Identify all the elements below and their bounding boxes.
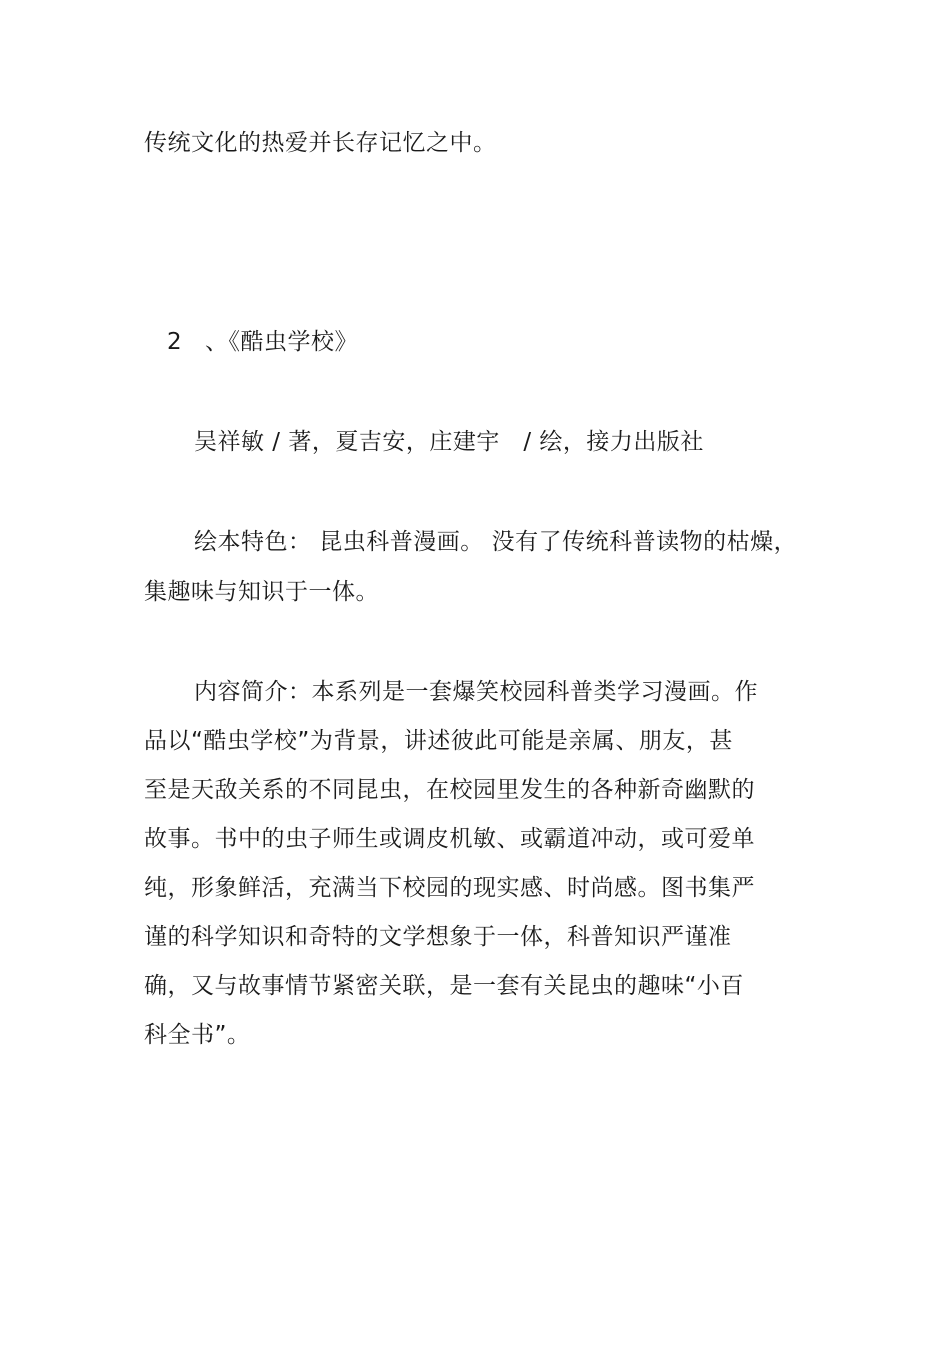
section-title: 、《酷虫学校》 — [205, 329, 358, 355]
features-line: 集趣味与知识于一体。 — [144, 579, 379, 605]
book-credits: 吴祥敏 / 著，夏吉安，庄建宇 / 绘，接力出版社 — [194, 429, 704, 455]
summary-line: 谨的科学知识和奇特的文学想象于一体，科普知识严谨准 — [144, 924, 732, 950]
summary-line: 故事。书中的虫子师生或调皮机敏、或霸道冲动，或可爱单 — [144, 826, 755, 852]
previous-paragraph-tail: 传统文化的热爱并长存记忆之中。 — [144, 130, 497, 156]
summary-line: 至是天敌关系的不同昆虫，在校园里发生的各种新奇幽默的 — [144, 777, 755, 803]
summary-line: 科全书”。 — [144, 1022, 251, 1048]
summary-line: 品以“酷虫学校”为背景，讲述彼此可能是亲属、朋友，甚 — [144, 728, 733, 754]
summary-line: 确，又与故事情节紧密关联，是一套有关昆虫的趣味“小百 — [144, 973, 744, 999]
summary-line: 纯，形象鲜活，充满当下校园的现实感、时尚感。图书集严 — [144, 875, 755, 901]
section-number: 2 — [167, 329, 182, 355]
features-line: 绘本特色： 昆虫科普漫画。 没有了传统科普读物的枯燥， — [194, 529, 798, 555]
summary-line: 内容简介：本系列是一套爆笑校园科普类学习漫画。作 — [194, 679, 758, 705]
